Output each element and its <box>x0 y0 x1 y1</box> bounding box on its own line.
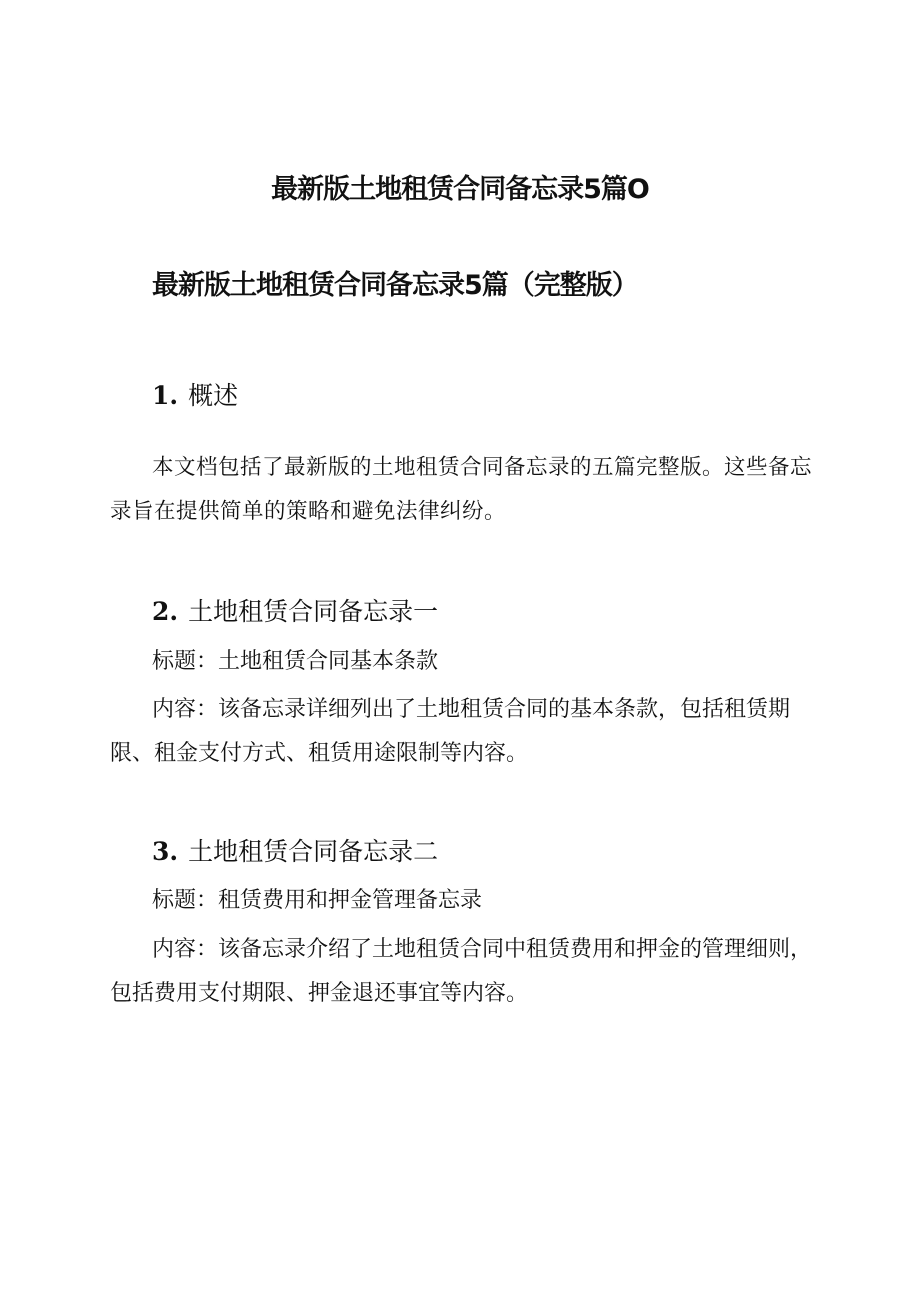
document-title: 最新版土地租赁合同备忘录5篇O <box>271 174 649 205</box>
section-1-paragraph: 本文档包括了最新版的土地租赁合同备忘录的五篇完整版。这些备忘录旨在提供简单的策略和避免法律纠纷。 <box>110 455 813 524</box>
section-3-heading-text: 土地租赁合同备忘录二 <box>188 837 439 866</box>
section-2-title-line: 标题：土地租赁合同基本条款 <box>152 649 439 674</box>
section-3-heading <box>152 834 438 870</box>
section-2-content: 内容：该备忘录详细列出了土地租赁合同的基本条款，包括租赁期限、租金支付方式、租赁用途限制等内容。 <box>110 697 791 766</box>
section-3-title-line: 标题：租赁费用和押金管理备忘录 <box>152 888 483 913</box>
section-3-content: 内容：该备忘录介绍了土地租赁合同中租赁费用和押金的管理细则，包括费用支付期限、押金退还事宜等内容。 <box>110 937 813 1006</box>
section-1-number: 1. <box>152 381 179 410</box>
document-subtitle: 最新版土地租赁合同备忘录5篇（完整版） <box>152 270 638 301</box>
section-1-heading-text: 概述 <box>188 381 239 410</box>
section-2-heading-text: 土地租赁合同备忘录一 <box>188 597 439 626</box>
section-2-heading <box>152 594 438 630</box>
section-3-number: 3. <box>152 837 179 866</box>
section-2-number: 2. <box>152 597 179 626</box>
section-1-heading <box>152 378 238 414</box>
